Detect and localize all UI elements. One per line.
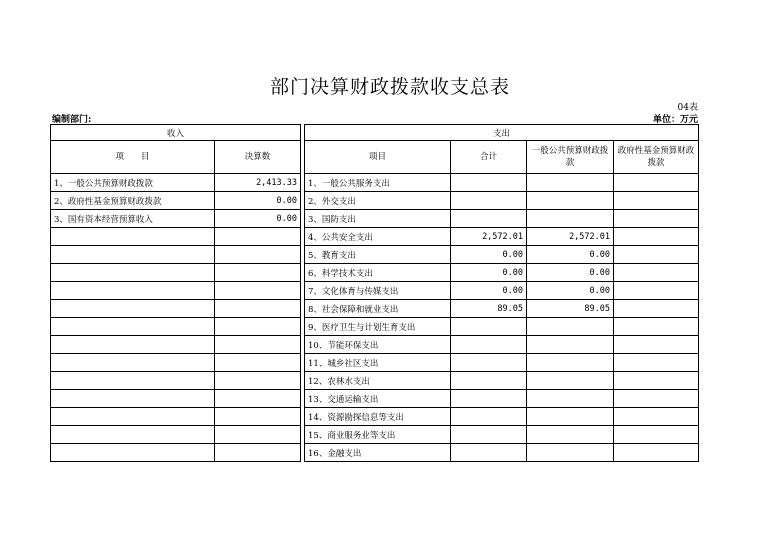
expense-name: 8、社会保障和就业支出 xyxy=(305,300,451,318)
expense-name: 16、金融支出 xyxy=(305,444,451,462)
expense-name: 10、节能环保支出 xyxy=(305,336,451,354)
table-row xyxy=(51,210,699,228)
expense-name: 3、国防支出 xyxy=(305,210,451,228)
income-header: 收入 xyxy=(51,125,301,141)
expense-total: 89.05 xyxy=(451,300,527,318)
income-value xyxy=(215,282,301,300)
table-row xyxy=(51,282,699,300)
income-name xyxy=(51,282,215,300)
expense-name: 7、文化体育与传媒支出 xyxy=(305,282,451,300)
income-name xyxy=(51,228,215,246)
department-label: 编制部门: xyxy=(52,115,92,125)
income-name xyxy=(51,444,215,462)
income-name xyxy=(51,426,215,444)
table-row xyxy=(51,264,699,282)
budget-table xyxy=(50,124,699,462)
col-fund: 政府性基金预算财政拨款 xyxy=(614,141,699,174)
expense-fund xyxy=(614,444,699,462)
page-title: 部门决算财政拨款收支总表 xyxy=(269,76,510,98)
table-row xyxy=(51,174,699,192)
expense-general: 0.00 xyxy=(527,246,614,264)
unit-label: 单位：万元 xyxy=(652,115,698,125)
table-row xyxy=(51,336,699,354)
expense-name: 13、交通运输支出 xyxy=(305,390,451,408)
expense-general xyxy=(527,354,614,372)
income-name xyxy=(51,372,215,390)
income-name: 2、政府性基金预算财政拨款 xyxy=(51,192,215,210)
expense-fund xyxy=(614,282,699,300)
col-general: 一般公共预算财政拨款 xyxy=(527,141,614,174)
income-value xyxy=(215,318,301,336)
expense-general xyxy=(527,336,614,354)
expense-fund xyxy=(614,246,699,264)
table-row xyxy=(51,246,699,264)
table-row xyxy=(51,300,699,318)
col-item2: 项目 xyxy=(305,141,451,174)
income-name xyxy=(51,336,215,354)
expense-fund xyxy=(614,354,699,372)
income-value xyxy=(215,246,301,264)
expense-fund xyxy=(614,210,699,228)
expense-name: 1、一般公共服务支出 xyxy=(305,174,451,192)
expense-total: 0.00 xyxy=(451,246,527,264)
table-row xyxy=(51,408,699,426)
expense-name: 5、教育支出 xyxy=(305,246,451,264)
expense-general xyxy=(527,192,614,210)
table-row xyxy=(51,390,699,408)
expense-name: 2、外交支出 xyxy=(305,192,451,210)
income-value xyxy=(215,390,301,408)
expense-name: 4、公共安全支出 xyxy=(305,228,451,246)
table-row xyxy=(51,372,699,390)
expense-total xyxy=(451,372,527,390)
expense-name: 9、医疗卫生与计划生育支出 xyxy=(305,318,451,336)
expense-fund xyxy=(614,426,699,444)
expense-general xyxy=(527,408,614,426)
expense-name: 11、城乡社区支出 xyxy=(305,354,451,372)
expense-total: 2,572.01 xyxy=(451,228,527,246)
income-name xyxy=(51,318,215,336)
expense-fund xyxy=(614,192,699,210)
column-header-row xyxy=(51,141,699,174)
expense-general xyxy=(527,174,614,192)
expense-name: 15、商业服务业等支出 xyxy=(305,426,451,444)
table-row xyxy=(51,444,699,462)
income-name xyxy=(51,264,215,282)
expense-fund xyxy=(614,408,699,426)
col-total: 合计 xyxy=(451,141,527,174)
expense-fund xyxy=(614,372,699,390)
income-value xyxy=(215,300,301,318)
expense-fund xyxy=(614,300,699,318)
table-row xyxy=(51,426,699,444)
income-value xyxy=(215,444,301,462)
expense-total: 0.00 xyxy=(451,264,527,282)
table-row xyxy=(51,192,699,210)
expense-general xyxy=(527,372,614,390)
income-value xyxy=(215,336,301,354)
income-value: 0.00 xyxy=(215,210,301,228)
expense-general xyxy=(527,390,614,408)
income-name xyxy=(51,354,215,372)
income-value xyxy=(215,228,301,246)
income-value xyxy=(215,372,301,390)
expense-total xyxy=(451,174,527,192)
income-name xyxy=(51,300,215,318)
income-value xyxy=(215,264,301,282)
expense-fund xyxy=(614,264,699,282)
expense-name: 6、科学技术支出 xyxy=(305,264,451,282)
income-name: 1、一般公共预算财政拨款 xyxy=(51,174,215,192)
table-row xyxy=(51,318,699,336)
expense-fund xyxy=(614,318,699,336)
expense-header: 支出 xyxy=(305,125,699,141)
expense-general: 0.00 xyxy=(527,264,614,282)
income-value xyxy=(215,408,301,426)
expense-general xyxy=(527,444,614,462)
income-value: 2,413.33 xyxy=(215,174,301,192)
form-number: 04表 xyxy=(677,103,698,113)
expense-total xyxy=(451,336,527,354)
income-name: 3、国有资本经营预算收入 xyxy=(51,210,215,228)
expense-total xyxy=(451,444,527,462)
income-value xyxy=(215,354,301,372)
expense-fund xyxy=(614,390,699,408)
income-value: 0.00 xyxy=(215,192,301,210)
expense-total xyxy=(451,192,527,210)
income-name xyxy=(51,390,215,408)
section-header-row xyxy=(51,125,699,141)
expense-general: 2,572.01 xyxy=(527,228,614,246)
expense-name: 12、农林水支出 xyxy=(305,372,451,390)
expense-total xyxy=(451,318,527,336)
table-row xyxy=(51,228,699,246)
expense-general xyxy=(527,318,614,336)
expense-total xyxy=(451,210,527,228)
col-item: 项 目 xyxy=(51,141,215,174)
income-name xyxy=(51,246,215,264)
expense-general: 89.05 xyxy=(527,300,614,318)
table-row xyxy=(51,354,699,372)
expense-general: 0.00 xyxy=(527,282,614,300)
expense-fund xyxy=(614,228,699,246)
expense-total: 0.00 xyxy=(451,282,527,300)
col-final: 决算数 xyxy=(215,141,301,174)
expense-name: 14、资源勘探信息等支出 xyxy=(305,408,451,426)
income-name xyxy=(51,408,215,426)
expense-fund xyxy=(614,336,699,354)
expense-total xyxy=(451,354,527,372)
expense-general xyxy=(527,210,614,228)
expense-total xyxy=(451,390,527,408)
expense-fund xyxy=(614,174,699,192)
expense-total xyxy=(451,408,527,426)
income-value xyxy=(215,426,301,444)
expense-general xyxy=(527,426,614,444)
expense-total xyxy=(451,426,527,444)
